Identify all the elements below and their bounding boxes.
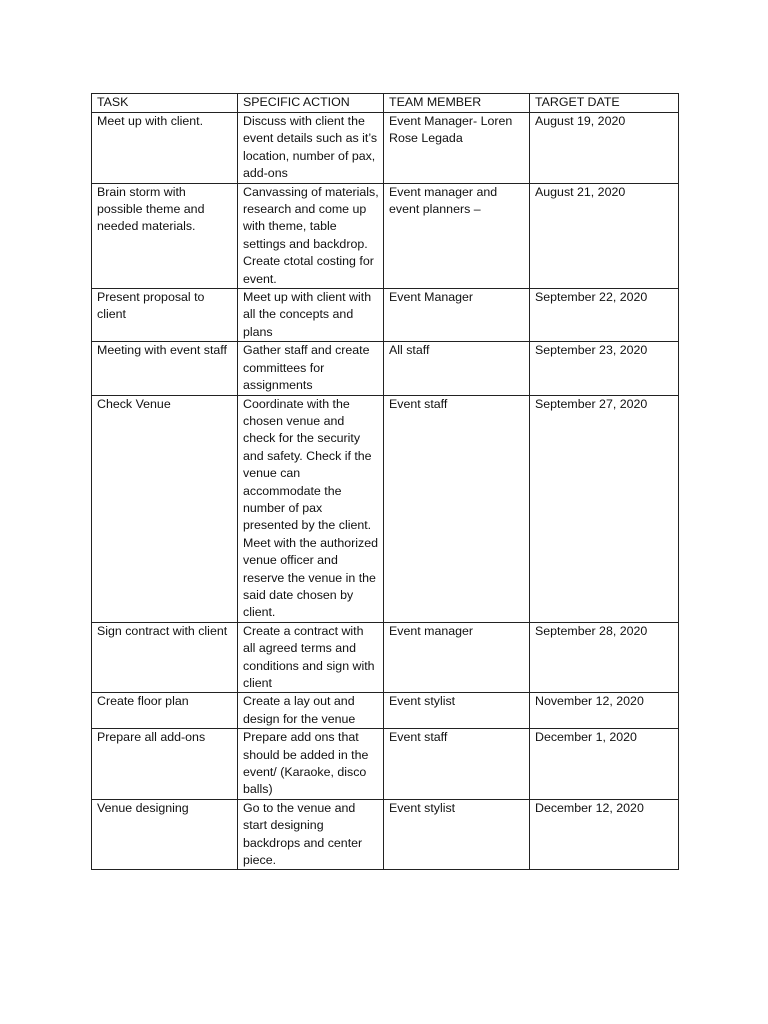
table-header: [92, 94, 679, 113]
table-row: [92, 395, 679, 622]
action-cell: Coordinate with the chosen venue and check for the security and safety. Check if the venue can accommodate the number of pax presented by the client. Meet with the authorized venue officer and reserve the venue in the said date chosen by client.: [238, 395, 384, 622]
task-cell: Meeting with event staff: [92, 342, 238, 395]
action-cell: Meet up with client with all the concepts and plans: [238, 289, 384, 342]
task-cell: Brain storm with possible theme and needed materials.: [92, 183, 238, 288]
task-cell: Create floor plan: [92, 693, 238, 729]
task-cell: Present proposal to client: [92, 289, 238, 342]
task-cell: Sign contract with client: [92, 622, 238, 693]
header-row: [92, 94, 679, 113]
header-team-member: TEAM MEMBER: [384, 94, 530, 113]
date-cell: September 22, 2020: [530, 289, 679, 342]
date-cell: August 21, 2020: [530, 183, 679, 288]
task-cell: Check Venue: [92, 395, 238, 622]
member-cell: Event staff: [384, 729, 530, 800]
table-row: [92, 693, 679, 729]
member-cell: Event manager: [384, 622, 530, 693]
action-cell: Create a lay out and design for the venue: [238, 693, 384, 729]
action-cell: Create a contract with all agreed terms and conditions and sign with client: [238, 622, 384, 693]
member-cell: Event stylist: [384, 799, 530, 870]
header-target-date: TARGET DATE: [530, 94, 679, 113]
task-cell: Meet up with client.: [92, 113, 238, 184]
member-cell: Event Manager: [384, 289, 530, 342]
task-cell: Prepare all add-ons: [92, 729, 238, 800]
date-cell: September 28, 2020: [530, 622, 679, 693]
member-cell: Event stylist: [384, 693, 530, 729]
event-plan-table: [91, 93, 679, 870]
date-cell: December 12, 2020: [530, 799, 679, 870]
table-row: [92, 729, 679, 800]
member-cell: Event manager and event planners –: [384, 183, 530, 288]
date-cell: December 1, 2020: [530, 729, 679, 800]
date-cell: September 27, 2020: [530, 395, 679, 622]
action-cell: Gather staff and create committees for assignments: [238, 342, 384, 395]
table-row: [92, 289, 679, 342]
date-cell: August 19, 2020: [530, 113, 679, 184]
action-cell: Discuss with client the event details such as it’s location, number of pax, add-ons: [238, 113, 384, 184]
action-cell: Prepare add ons that should be added in the event/ (Karaoke, disco balls): [238, 729, 384, 800]
table-row: [92, 113, 679, 184]
date-cell: November 12, 2020: [530, 693, 679, 729]
table-row: [92, 622, 679, 693]
action-cell: Go to the venue and start designing backdrops and center piece.: [238, 799, 384, 870]
table-row: [92, 799, 679, 870]
table-row: [92, 183, 679, 288]
member-cell: Event staff: [384, 395, 530, 622]
task-cell: Venue designing: [92, 799, 238, 870]
date-cell: September 23, 2020: [530, 342, 679, 395]
action-cell: Canvassing of materials, research and come up with theme, table settings and backdrop. Create ctotal costing for event.: [238, 183, 384, 288]
member-cell: Event Manager- Loren Rose Legada: [384, 113, 530, 184]
header-task: TASK: [92, 94, 238, 113]
table-body: [92, 113, 679, 870]
member-cell: All staff: [384, 342, 530, 395]
table-row: [92, 342, 679, 395]
header-specific-action: SPECIFIC ACTION: [238, 94, 384, 113]
